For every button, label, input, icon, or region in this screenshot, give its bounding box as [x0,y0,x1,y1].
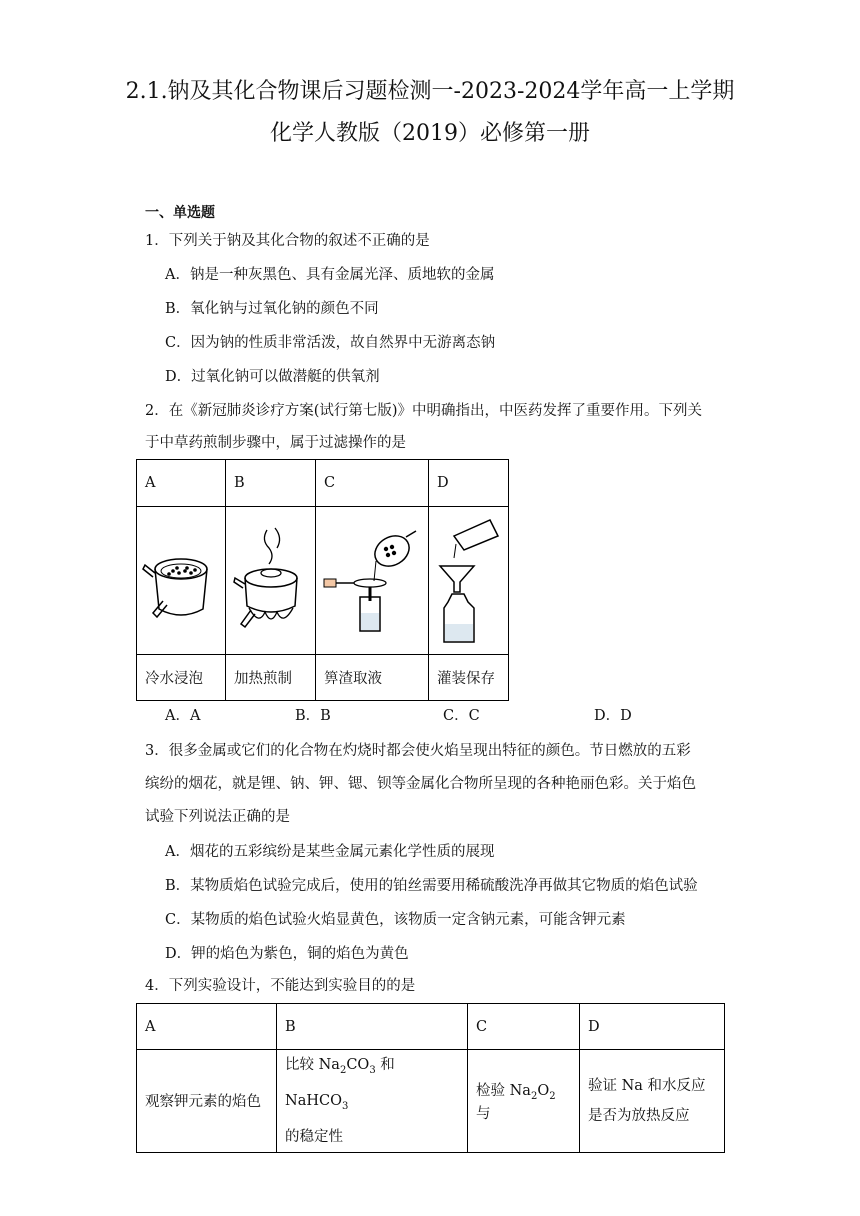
q4-stem: 4．下列实验设计，不能达到实验目的的是 [145,978,416,994]
q2-option-d: D．D [594,708,632,724]
q2-header-c: C [316,460,429,507]
q4-header-a: A [137,1004,277,1050]
q2-header-b: B [226,460,316,507]
q2-option-b: B．B [295,708,331,724]
q2-image-c [316,507,429,655]
q3-option-a: A．烟花的五彩缤纷是某些金属元素化学性质的展现 [165,844,495,860]
q2-caption-a: 冷水浸泡 [137,655,226,701]
q2-header-d: D [429,460,509,507]
q4-header-b: B [277,1004,468,1050]
q4-table [136,1003,725,1153]
q2-header-a: A [137,460,226,507]
q4-cell-b: 比较 $Na_2CO_3$ 和 NaHCO$_3$ 的稳定性 [277,1050,468,1153]
bottling-icon [434,516,504,646]
q2-caption-c: 箅渣取液 [316,655,429,701]
q1-option-a: A．钠是一种灰黑色、具有金属光泽、质地软的金属 [165,267,495,283]
q4-cell-a: 观察钾元素的焰色 [137,1050,277,1153]
q2-stem-line1: 2．在《新冠肺炎诊疗方案(试行第七版)》中明确指出，中医药发挥了重要作用。下列关 [145,403,703,419]
q2-image-a [137,507,226,655]
q3-option-b: B．某物质焰色试验完成后，使用的铂丝需要用稀硫酸洗净再做其它物质的焰色试验 [165,878,698,894]
soaking-pot-icon [141,531,221,631]
q2-caption-b: 加热煎制 [226,655,316,701]
q1-option-d: D．过氧化钠可以做潜艇的供氧剂 [165,369,380,385]
heating-pot-icon [231,526,311,636]
q1-option-b: B．氧化钠与过氧化钠的颜色不同 [165,301,379,317]
q2-image-d [429,507,509,655]
q3-stem-line1: 3．很多金属或它们的化合物在灼烧时都会使火焰呈现出特征的颜色。节日燃放的五彩 [145,743,691,759]
q3-stem-line2: 缤纷的烟花，就是锂、钠、钾、锶、钡等金属化合物所呈现的各种艳丽色彩。关于焰色 [145,776,696,792]
q2-image-b [226,507,316,655]
doc-title-line2: 化学人教版（2019）必修第一册 [270,121,590,146]
q4-header-c: C [468,1004,580,1050]
q4-cell-d: 验证 Na 和水反应 是否为放热反应 [580,1050,725,1153]
q2-option-a: A．A [165,708,201,724]
q1-stem: 1．下列关于钠及其化合物的叙述不正确的是 [145,233,430,249]
q3-option-c: C．某物质的焰色试验火焰显黄色，该物质一定含钠元素，可能含钾元素 [165,912,626,928]
q1-option-c: C．因为钠的性质非常活泼，故自然界中无游离态钠 [165,335,496,351]
q4-cell-c: 检验 $Na_2O_2$ 与 [468,1050,580,1153]
filtering-icon [322,521,422,641]
q2-caption-d: 灌装保存 [429,655,509,701]
q2-figure-table [136,459,509,701]
q4-header-d: D [580,1004,725,1050]
q2-option-c: C．C [443,708,480,724]
q2-stem-line2: 于中草药煎制步骤中，属于过滤操作的是 [145,435,406,451]
section-heading: 一、单选题 [145,205,215,221]
q3-option-d: D．钾的焰色为紫色，铜的焰色为黄色 [165,946,409,962]
q3-stem-line3: 试验下列说法正确的是 [145,809,290,825]
doc-title-line1: 2.1.钠及其化合物课后习题检测一-2023-2024学年高一上学期 [125,79,735,104]
